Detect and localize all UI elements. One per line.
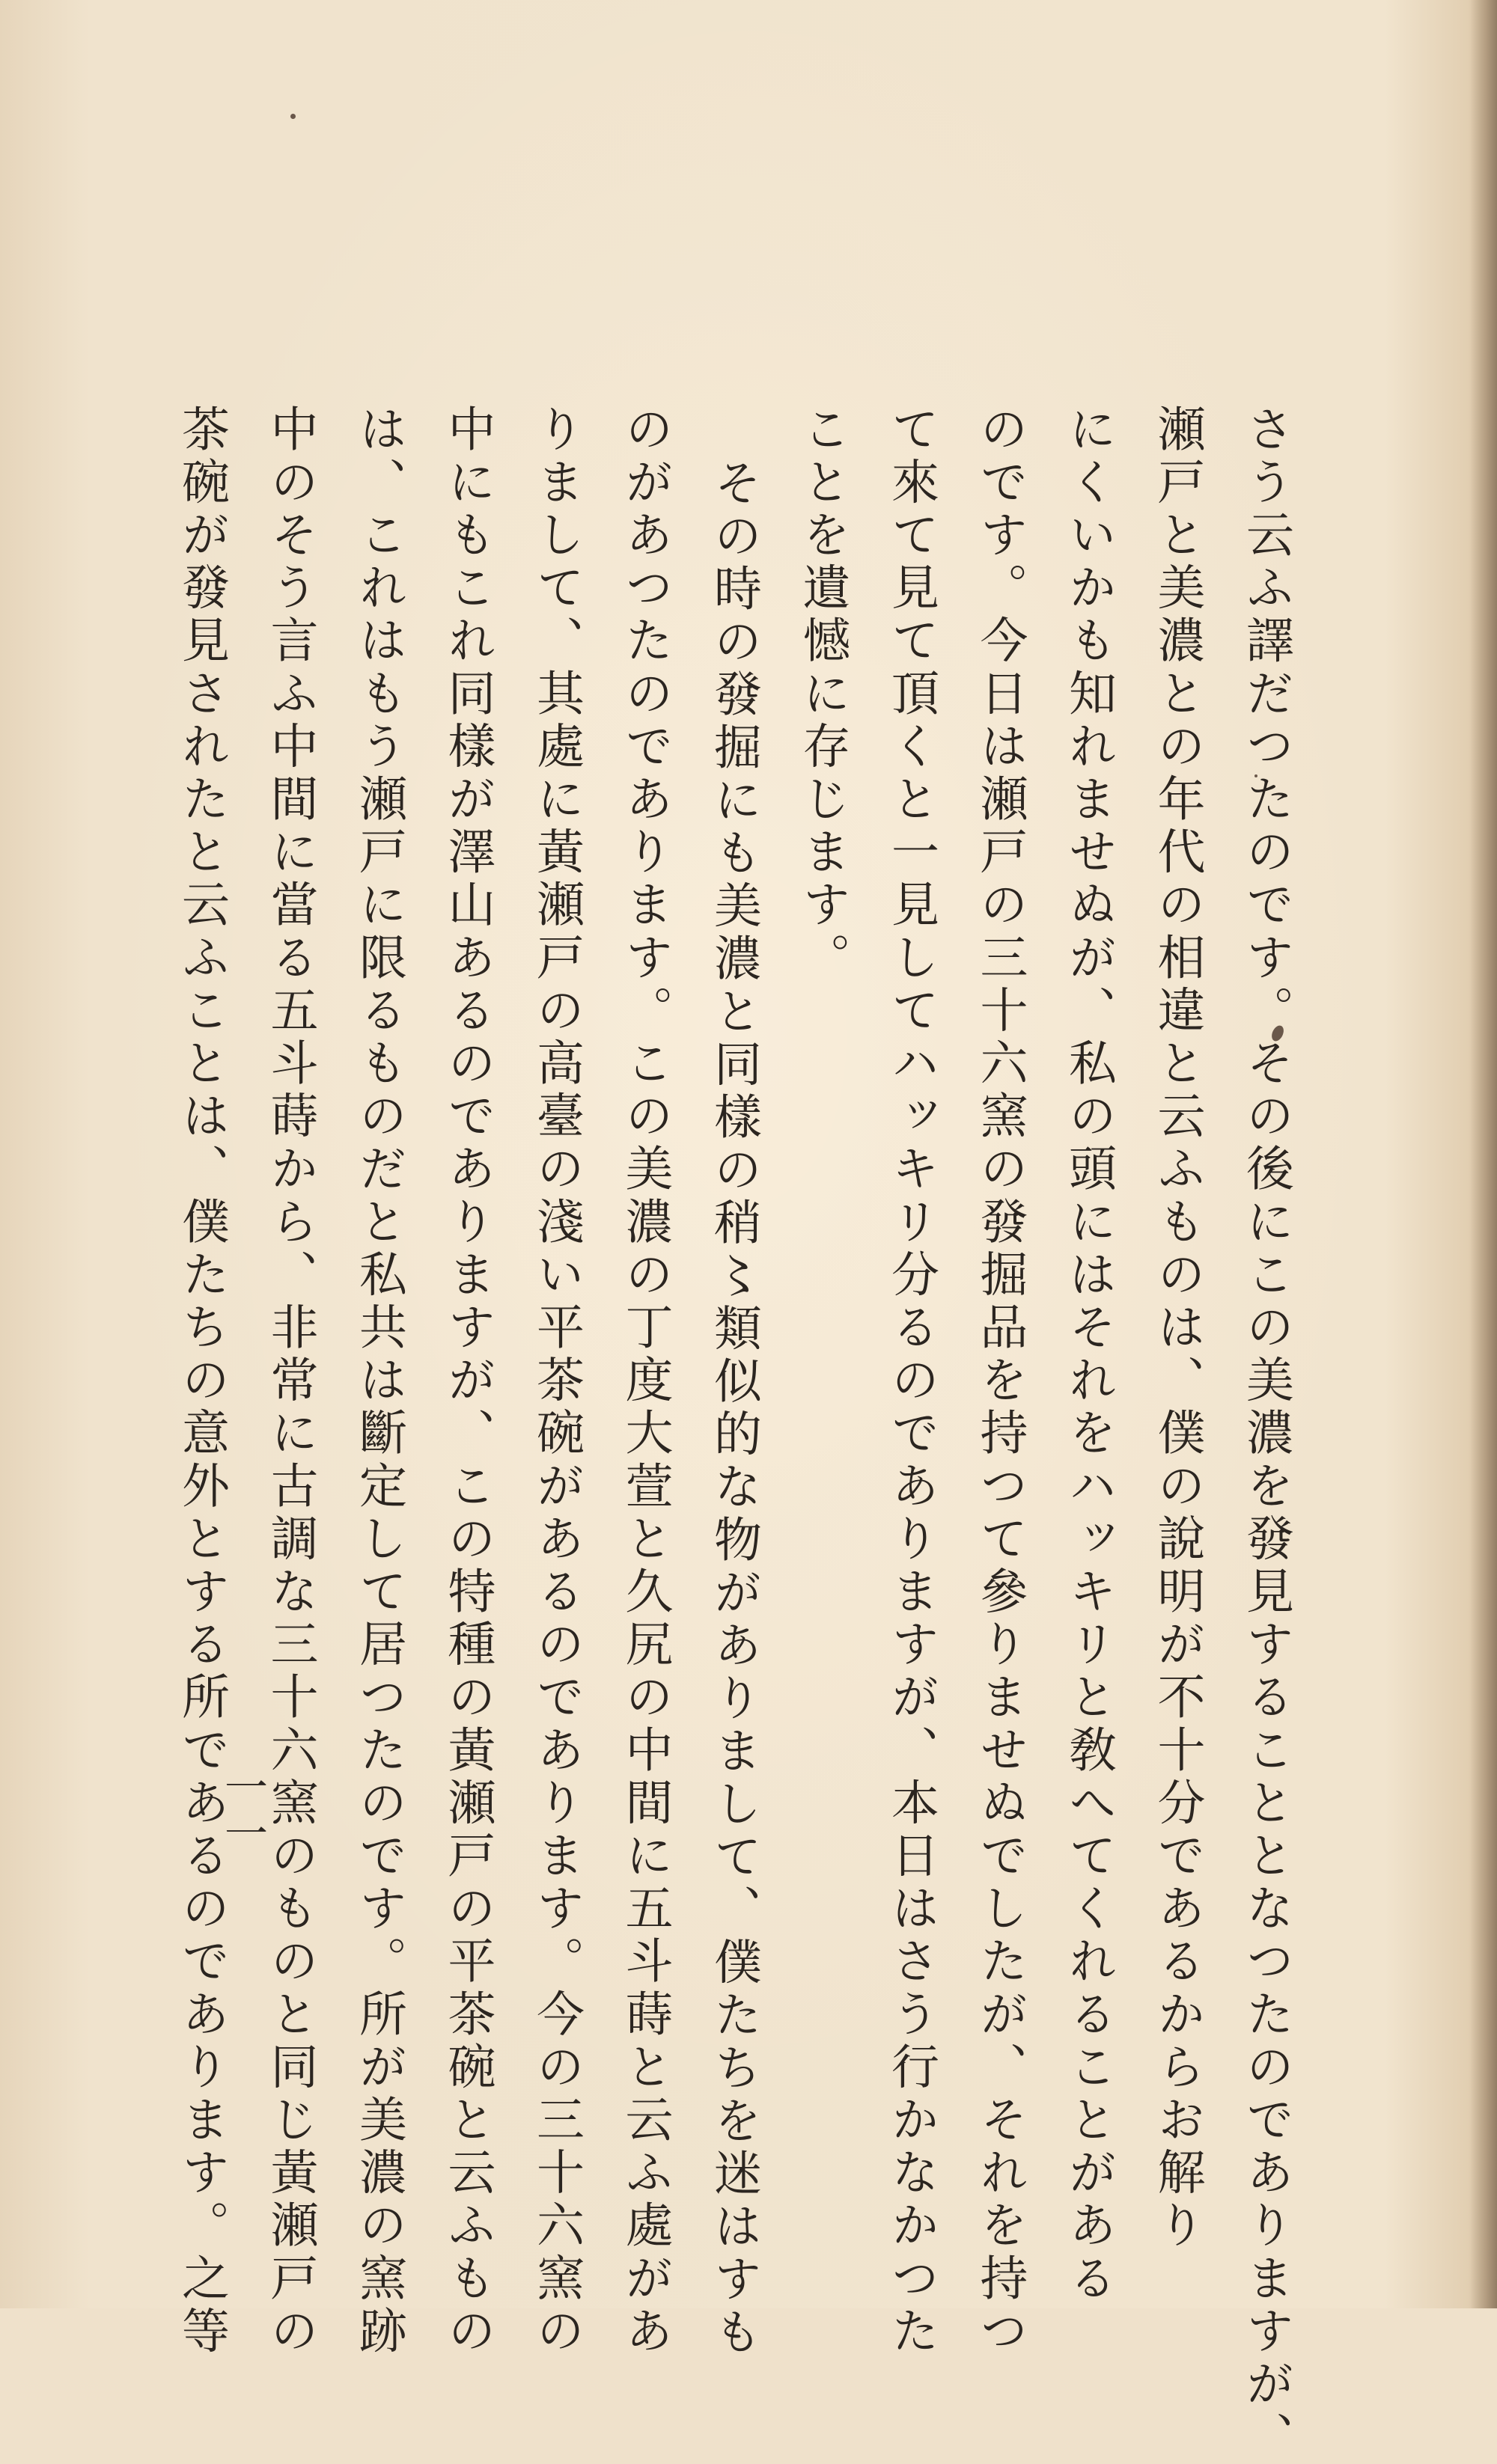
- text-line: 瀬戸と美濃との年代の相違と云ふものは、僕の說明が不十分であるからお解り: [1149, 404, 1205, 2253]
- text-line: りまして、其處に黃瀬戸の高臺の淺い平茶碗があるのであります。今の三十六窯の: [528, 404, 584, 2359]
- text-line: のがあつたのであります。この美濃の丁度大萱と久尻の中間に五斗蒔と云ふ處があ: [617, 404, 673, 2359]
- text-line: 中にもこれ同樣が澤山あるのでありますが、この特種の黃瀬戸の平茶碗と云ふもの: [439, 404, 496, 2359]
- text-line: て來て見て頂くと一見してハッキリ分るのでありますが、本日はさう行かなかつた: [883, 404, 939, 2359]
- page-edge-shadow: [1470, 0, 1497, 2308]
- page-number: 一一: [217, 1764, 268, 1857]
- body-text: [157, 404, 1311, 2464]
- text-line: 茶碗が發見されたと云ふことは、僕たちの意外とする所であるのであります。之等: [174, 404, 229, 2359]
- ink-speck: [290, 114, 296, 119]
- text-line: ことを遺憾に存じます。: [794, 404, 850, 985]
- text-line: のです。今日は瀬戸の三十六窯の發掘品を持つて參りませぬでしたが、それを持つ: [972, 404, 1028, 2359]
- text-line: にくいかも知れませぬが、私の頭にはそれをハッキリと敎へてくれることがある: [1061, 404, 1116, 2306]
- text-line: さう云ふ譯だつたのです。その後にこの美濃を發見することとなつたのでありますが、: [1238, 404, 1293, 2464]
- text-line: は、これはもう瀬戸に限るものだと私共は斷定して居つたのです。所が美濃の窯跡: [351, 404, 406, 2359]
- text-line: 中のそう言ふ中間に當る五斗蒔から、非常に古調な三十六窯のものと同じ黃瀬戸の: [262, 404, 318, 2359]
- text-line: その時の發掘にも美濃と同樣の稍〻類似的な物がありまして、僕たちを迷はすも: [706, 458, 761, 2360]
